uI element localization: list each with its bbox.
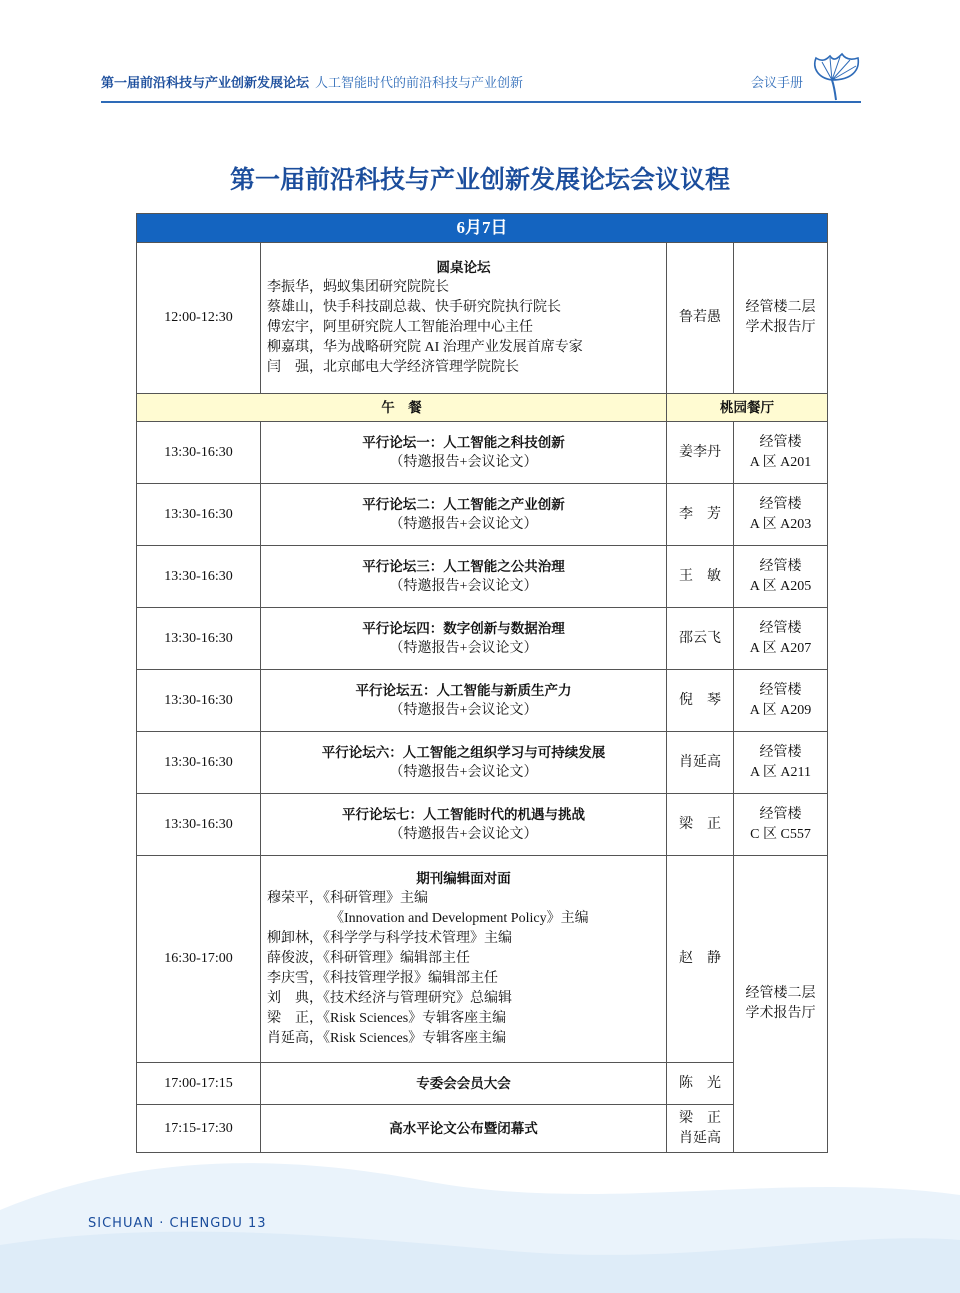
participant-line: 李振华，蚂蚁集团研究院院长	[267, 280, 449, 295]
table-row	[137, 670, 828, 732]
table-row	[137, 243, 828, 394]
session-title: 高水平论文公布暨闭幕式	[261, 1105, 667, 1153]
session-subtitle: （特邀报告+会议论文）	[389, 454, 538, 470]
venue-line: C 区 C557	[750, 826, 811, 842]
session-title: 平行论坛六：人工智能之组织学习与可持续发展	[321, 744, 606, 761]
editor-line: 《Innovation and Development Policy》主编	[267, 911, 589, 926]
venue-line: A 区 A211	[750, 764, 811, 780]
editor-line: 穆荣平，《科研管理》主编	[267, 891, 428, 906]
roundtable-cell	[261, 243, 667, 394]
session-subtitle: （特邀报告+会议论文）	[389, 764, 538, 780]
session-title: 平行论坛三：人工智能之公共治理	[362, 558, 565, 575]
session-title: 平行论坛一：人工智能之科技创新	[362, 434, 565, 451]
ginkgo-leaf-icon	[808, 52, 864, 104]
venue-line: A 区 A201	[749, 454, 812, 470]
venue-line: A 区 A205	[749, 578, 812, 594]
session-venue	[734, 546, 828, 608]
session-time: 13:30-16:30	[137, 732, 261, 794]
header-theme: 人工智能时代的前沿科技与产业创新	[315, 76, 524, 91]
venue-line: 经管楼	[759, 806, 802, 822]
host-line: 梁 正	[679, 1110, 721, 1126]
session-venue	[734, 243, 828, 394]
table-row	[137, 794, 828, 856]
session-title: 平行论坛七：人工智能时代的机遇与挑战	[342, 806, 585, 823]
session-host: 赵 静	[667, 856, 734, 1063]
session-title: 平行论坛五：人工智能与新质生产力	[355, 682, 572, 699]
table-row	[137, 546, 828, 608]
date-header: 6月7日	[137, 214, 828, 243]
lunch-label: 午 餐	[137, 394, 667, 422]
session-subtitle: （特邀报告+会议论文）	[389, 826, 538, 842]
editor-line: 肖延高，《Risk Sciences》专辑客座主编	[267, 1031, 507, 1046]
session-title: 专委会会员大会	[261, 1063, 667, 1105]
venue-line: 经管楼	[759, 682, 802, 698]
session-time: 13:30-16:30	[137, 422, 261, 484]
agenda-table	[136, 213, 828, 1153]
session-host: 陈 光	[667, 1063, 734, 1105]
session-venue	[734, 608, 828, 670]
session-venue	[734, 856, 828, 1153]
venue-line: 学术报告厅	[745, 320, 816, 335]
page-number: 13	[248, 1216, 267, 1231]
editors-title: 期刊编辑面对面	[416, 871, 511, 887]
session-time: 13:30-16:30	[137, 608, 261, 670]
session-title-cell	[261, 484, 667, 546]
venue-line: 经管楼	[759, 620, 802, 636]
session-host: 邵云飞	[667, 608, 734, 670]
table-row	[137, 732, 828, 794]
participant-line: 柳嘉琪，华为战略研究院 AI 治理产业发展首席专家	[267, 340, 583, 355]
session-host: 梁 正	[667, 794, 734, 856]
session-subtitle: （特邀报告+会议论文）	[389, 702, 538, 718]
table-row	[137, 1063, 828, 1105]
table-row	[137, 1105, 828, 1153]
session-title: 平行论坛四：数字创新与数据治理	[362, 620, 565, 637]
session-venue	[734, 732, 828, 794]
session-time: 17:15-17:30	[137, 1105, 261, 1153]
venue-line: A 区 A203	[749, 516, 812, 532]
session-title-cell	[261, 546, 667, 608]
session-host: 王 敏	[667, 546, 734, 608]
venue-line: A 区 A207	[749, 640, 812, 656]
venue-line: A 区 A209	[749, 702, 812, 718]
footer-location: SICHUAN · CHENGDU	[88, 1216, 243, 1231]
venue-line: 经管楼	[759, 434, 802, 450]
header-manual-label: 会议手册	[750, 76, 803, 91]
session-title-cell	[261, 422, 667, 484]
session-time: 13:30-16:30	[137, 670, 261, 732]
lunch-venue: 桃园餐厅	[667, 394, 828, 422]
host-line: 肖延高	[679, 1130, 721, 1146]
page-title: 第一届前沿科技与产业创新发展论坛会议议程	[229, 165, 730, 194]
editor-line: 刘 典，《技术经济与管理研究》总编辑	[267, 991, 512, 1006]
session-title-cell	[261, 732, 667, 794]
editor-line: 柳卸林，《科学学与科学技术管理》主编	[267, 931, 512, 946]
editor-line: 薛俊波，《科研管理》编辑部主任	[267, 951, 470, 966]
venue-line: 经管楼二层	[745, 986, 816, 1001]
venue-line: 经管楼二层	[745, 300, 816, 315]
session-host: 姜李丹	[667, 422, 734, 484]
session-time: 12:00-12:30	[137, 243, 261, 394]
session-subtitle: （特邀报告+会议论文）	[389, 516, 538, 532]
session-title: 平行论坛二：人工智能之产业创新	[362, 496, 565, 513]
session-host: 李 芳	[667, 484, 734, 546]
table-row	[137, 422, 828, 484]
session-venue	[734, 422, 828, 484]
session-host: 倪 琴	[667, 670, 734, 732]
session-time: 13:30-16:30	[137, 484, 261, 546]
editors-cell	[261, 856, 667, 1063]
session-time: 17:00-17:15	[137, 1063, 261, 1105]
venue-line: 学术报告厅	[745, 1006, 816, 1021]
editor-line: 李庆雪，《科技管理学报》编辑部主任	[267, 971, 498, 986]
session-venue	[734, 484, 828, 546]
participant-line: 傅宏宇，阿里研究院人工智能治理中心主任	[267, 320, 533, 335]
session-venue	[734, 794, 828, 856]
header-divider	[101, 101, 861, 103]
session-host: 鲁若愚	[667, 243, 734, 394]
table-row	[137, 484, 828, 546]
venue-line: 经管楼	[759, 558, 802, 574]
roundtable-title: 圆桌论坛	[436, 260, 491, 276]
page-footer	[88, 1216, 267, 1231]
page-header	[101, 70, 821, 92]
session-subtitle: （特邀报告+会议论文）	[389, 640, 538, 656]
session-venue	[734, 670, 828, 732]
header-conference-name: 第一届前沿科技与产业创新发展论坛	[101, 76, 310, 91]
venue-line: 经管楼	[759, 496, 802, 512]
venue-line: 经管楼	[759, 744, 802, 760]
session-title-cell	[261, 608, 667, 670]
session-title-cell	[261, 794, 667, 856]
session-host: 肖延高	[667, 732, 734, 794]
session-title-cell	[261, 670, 667, 732]
session-time: 13:30-16:30	[137, 546, 261, 608]
session-time: 16:30-17:00	[137, 856, 261, 1063]
lunch-row	[137, 394, 828, 422]
session-host	[667, 1105, 734, 1153]
table-row	[137, 856, 828, 1063]
date-row	[137, 214, 828, 243]
table-row	[137, 608, 828, 670]
session-subtitle: （特邀报告+会议论文）	[389, 578, 538, 594]
participant-line: 蔡雄山，快手科技副总裁、快手研究院执行院长	[267, 300, 561, 315]
participant-line: 闫 强，北京邮电大学经济管理学院院长	[267, 360, 519, 375]
editor-line: 梁 正，《Risk Sciences》专辑客座主编	[267, 1011, 507, 1026]
session-time: 13:30-16:30	[137, 794, 261, 856]
